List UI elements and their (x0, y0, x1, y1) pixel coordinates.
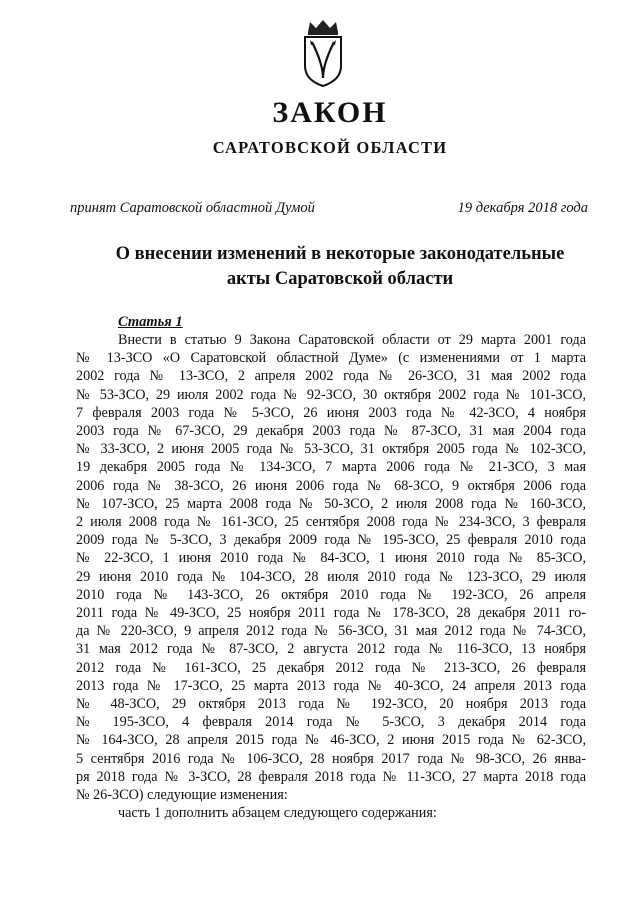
article-line: 7 февраля 2003 года № 5-ЗСО, 26 июня 2003 года № 42-ЗСО, 4 ноября (76, 404, 586, 421)
article-body (76, 331, 586, 804)
article-line: ря 2018 года № 3-ЗСО, 28 февраля 2018 года № 11-ЗСО, 27 марта 2018 года (76, 768, 586, 785)
article-line: № 195-ЗСО, 4 февраля 2014 года № 5-ЗСО, 3 декабря 2014 года (76, 714, 586, 731)
article-line: 2012 года № 161-ЗСО, 25 декабря 2012 года № 213-ЗСО, 26 февраля (76, 659, 586, 676)
article-line: № 22-ЗСО, 1 июня 2010 года № 84-ЗСО, 1 июня 2010 года № 85-ЗСО, (76, 550, 586, 567)
article-line: № 53-ЗСО, 29 июля 2002 года № 92-ЗСО, 30 октября 2002 года № 101-ЗСО, (76, 386, 586, 403)
article-line: 31 мая 2012 года № 87-ЗСО, 2 августа 2012 года № 116-ЗСО, 13 ноября (76, 641, 586, 658)
adopted-by: принят Саратовской областной Думой (70, 200, 315, 216)
document-title (60, 242, 620, 292)
article-line: 2009 года № 5-ЗСО, 3 декабря 2009 года № 195-ЗСО, 25 февраля 2010 года (76, 532, 586, 549)
article-line: № 13-ЗСО «О Саратовской областной Думе» (с изменениями от 1 марта (76, 350, 586, 367)
article-heading: Статья 1 (118, 314, 183, 330)
article-line: № 107-ЗСО, 25 марта 2008 года № 50-ЗСО, 2 июля 2008 года № 160-ЗСО, (76, 495, 586, 512)
article-line: 2003 года № 67-ЗСО, 29 декабря 2003 года № 87-ЗСО, 31 мая 2004 года (76, 423, 586, 440)
article-line: 29 июня 2010 года № 104-ЗСО, 28 июля 2010 года № 123-ЗСО, 29 июля (76, 568, 586, 585)
article-line: 5 сентября 2016 года № 106-ЗСО, 28 ноября 2017 года № 98-ЗСО, 26 янва- (76, 750, 586, 767)
saratov-coat-of-arms-icon (300, 18, 346, 88)
article-line: № 164-ЗСО, 28 апреля 2015 года № 46-ЗСО, 2 июня 2015 года № 62-ЗСО, (76, 732, 586, 749)
amendment-text: часть 1 дополнить абзацем следующего содержания: (118, 805, 437, 821)
article-line: № 48-ЗСО, 29 октября 2013 года № 192-ЗСО, 20 ноября 2013 года (76, 696, 586, 713)
article-line: 2010 года № 143-ЗСО, 26 октября 2010 года № 192-ЗСО, 26 апреля (76, 586, 586, 603)
document-title-line: акты Саратовской области (226, 269, 454, 289)
article-line: 2 июля 2008 года № 161-ЗСО, 25 сентября 2008 года № 234-ЗСО, 3 февраля (76, 514, 586, 531)
article-line: 2006 года № 38-ЗСО, 26 июня 2006 года № 68-ЗСО, 9 октября 2006 года (76, 477, 586, 494)
adopted-date: 19 декабря 2018 года (457, 200, 588, 216)
article-line: № 33-ЗСО, 2 июня 2005 года № 53-ЗСО, 31 октября 2005 года № 102-ЗСО, (76, 441, 586, 458)
article-line: 2011 года № 49-ЗСО, 25 ноября 2011 года № 178-ЗСО, 28 декабря 2011 го- (76, 605, 586, 622)
region-subtitle: САРАТОВСКОЙ ОБЛАСТИ (212, 138, 448, 157)
law-title: ЗАКОН (272, 96, 388, 129)
article-line: 2002 года № 13-ЗСО, 2 апреля 2002 года № 26-ЗСО, 31 мая 2002 года (76, 368, 586, 385)
article-line: 19 декабря 2005 года № 134-ЗСО, 7 марта 2006 года № 21-ЗСО, 3 мая (76, 459, 586, 476)
document-title-line: О внесении изменений в некоторые законодательные (115, 244, 565, 264)
article-line: Внести в статью 9 Закона Саратовской области от 29 марта 2001 года (118, 332, 586, 348)
article-line: 2013 года № 17-ЗСО, 25 марта 2013 года № 40-ЗСО, 24 апреля 2013 года (76, 677, 586, 694)
article-line: да № 220-ЗСО, 9 апреля 2012 года № 56-ЗСО, 31 мая 2012 года № 74-ЗСО, (76, 623, 586, 640)
article-line: № 26-ЗСО) следующие изменения: (76, 787, 288, 804)
